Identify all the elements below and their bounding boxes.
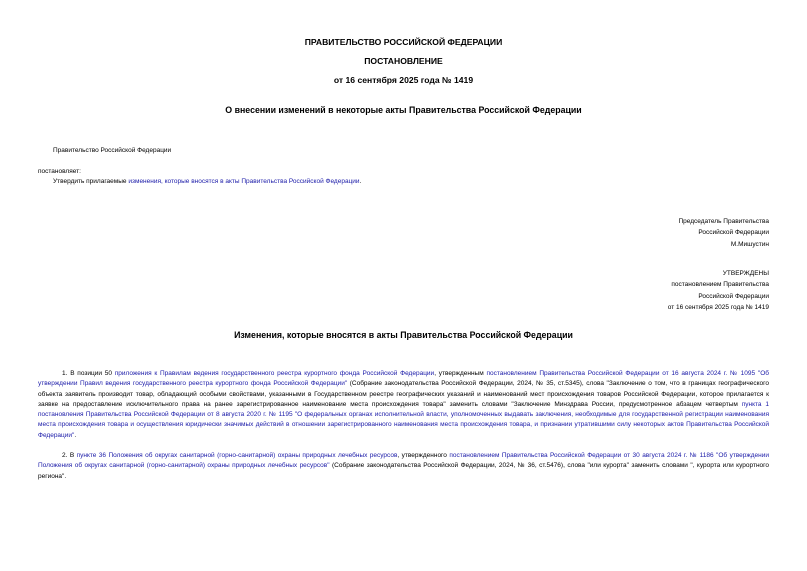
paragraph-2: [38, 451, 769, 482]
document-type: ПОСТАНОВЛЕНИЕ: [364, 56, 443, 66]
approved-org: Российской Федерации: [698, 292, 769, 300]
p2-link-2[interactable]: постановлением Правительства Российской Федерации от 30 августа 2024 г. № 1186 "Об утверждении Положения об округах санитарной (горно-санитарной) охраны природных лечебных ресурсов": [38, 452, 770, 470]
intro-subject: Правительство Российской Федерации: [53, 147, 172, 154]
intro-decides: постановляет:: [38, 168, 81, 175]
p1-text-4: .: [74, 431, 77, 439]
p2-text-2: , утвержденного: [397, 452, 450, 459]
p1-text-2: , утвержденным: [434, 370, 487, 377]
p2-link-1[interactable]: пункте 36 Положения об округах санитарной (горно-санитарной) охраны природных лечебных ресурсов: [76, 452, 398, 459]
approve-end: .: [359, 178, 362, 185]
approve-text: Утвердить прилагаемые: [53, 178, 129, 185]
approved-block: [668, 268, 769, 313]
paragraph-1: [38, 369, 769, 441]
p1-link-3[interactable]: пункта 1 постановления Правительства Российской Федерации от 8 августа 2020 г. № 1195 "О федеральных органах исполнительной власти, уполномоченных выдавать заключения, необходимые для государственной регистрации наименования места происхождения товара и осуществления юридически значимых действий в отношении зарегистрированного наименования места происхождения товара, и признании утратившими силу некоторых актов Правительства Российской Федерации": [38, 400, 769, 439]
approved-by: постановлением Правительства: [671, 281, 769, 289]
p1-link-1[interactable]: приложения к Правилам ведения государственного реестра курортного фонда Российской Федерации: [114, 370, 435, 377]
signature-name: М.Мишустин: [730, 240, 769, 248]
p1-text-1: 1. В позиции 50: [62, 370, 115, 377]
p2-text-3: (Собрание законодательства Российской Федерации, 2024, № 36, ст.5476), слова "или курорта" заменить словами ", курорта или курортного региона".: [38, 462, 769, 480]
document-title: О внесении изменений в некоторые акты Правительства Российской Федерации: [225, 105, 582, 115]
approved-label: УТВЕРЖДЕНЫ: [722, 270, 769, 277]
p1-link-2[interactable]: постановлением Правительства Российской Федерации от 16 августа 2024 г. № 1095 "Об утверждении Правил ведения государственного реестра курортного фонда Российской Федерации": [38, 370, 769, 388]
approve-link[interactable]: изменения, которые вносятся в акты Правительства Российской Федерации: [128, 178, 360, 185]
approved-date: от 16 сентября 2025 года № 1419: [667, 303, 769, 311]
signature-org: Российской Федерации: [698, 229, 769, 237]
document-date: от 16 сентября 2025 года № 1419: [333, 75, 474, 85]
p1-text-3: (Собрание законодательства Российской Федерации, 2024, № 35, ст.5345), слова "Заключение о том, что в границах географического объекта заявитель производит товар, обладающий особыми свойствами, указанными в Государственном реестре географических указаний и наименований мест происхождения товаров Российской Федерации, которое прилагается к заявке на предоставление исключительного права на ранее зарегистрированное наименование места происхождения товара" заменить словами "Заключение Минздрава России, предусмотренное абзацем четвертым: [38, 380, 769, 408]
changes-title: Изменения, которые вносятся в акты Правительства Российской Федерации: [234, 330, 573, 340]
signature-block: [678, 216, 769, 250]
signature-position: Председатель Правительства: [678, 218, 769, 225]
p2-text-1: 2. В: [62, 452, 77, 459]
intro-approve: [53, 177, 361, 187]
government-heading: ПРАВИТЕЛЬСТВО РОССИЙСКОЙ ФЕДЕРАЦИИ: [304, 37, 503, 47]
